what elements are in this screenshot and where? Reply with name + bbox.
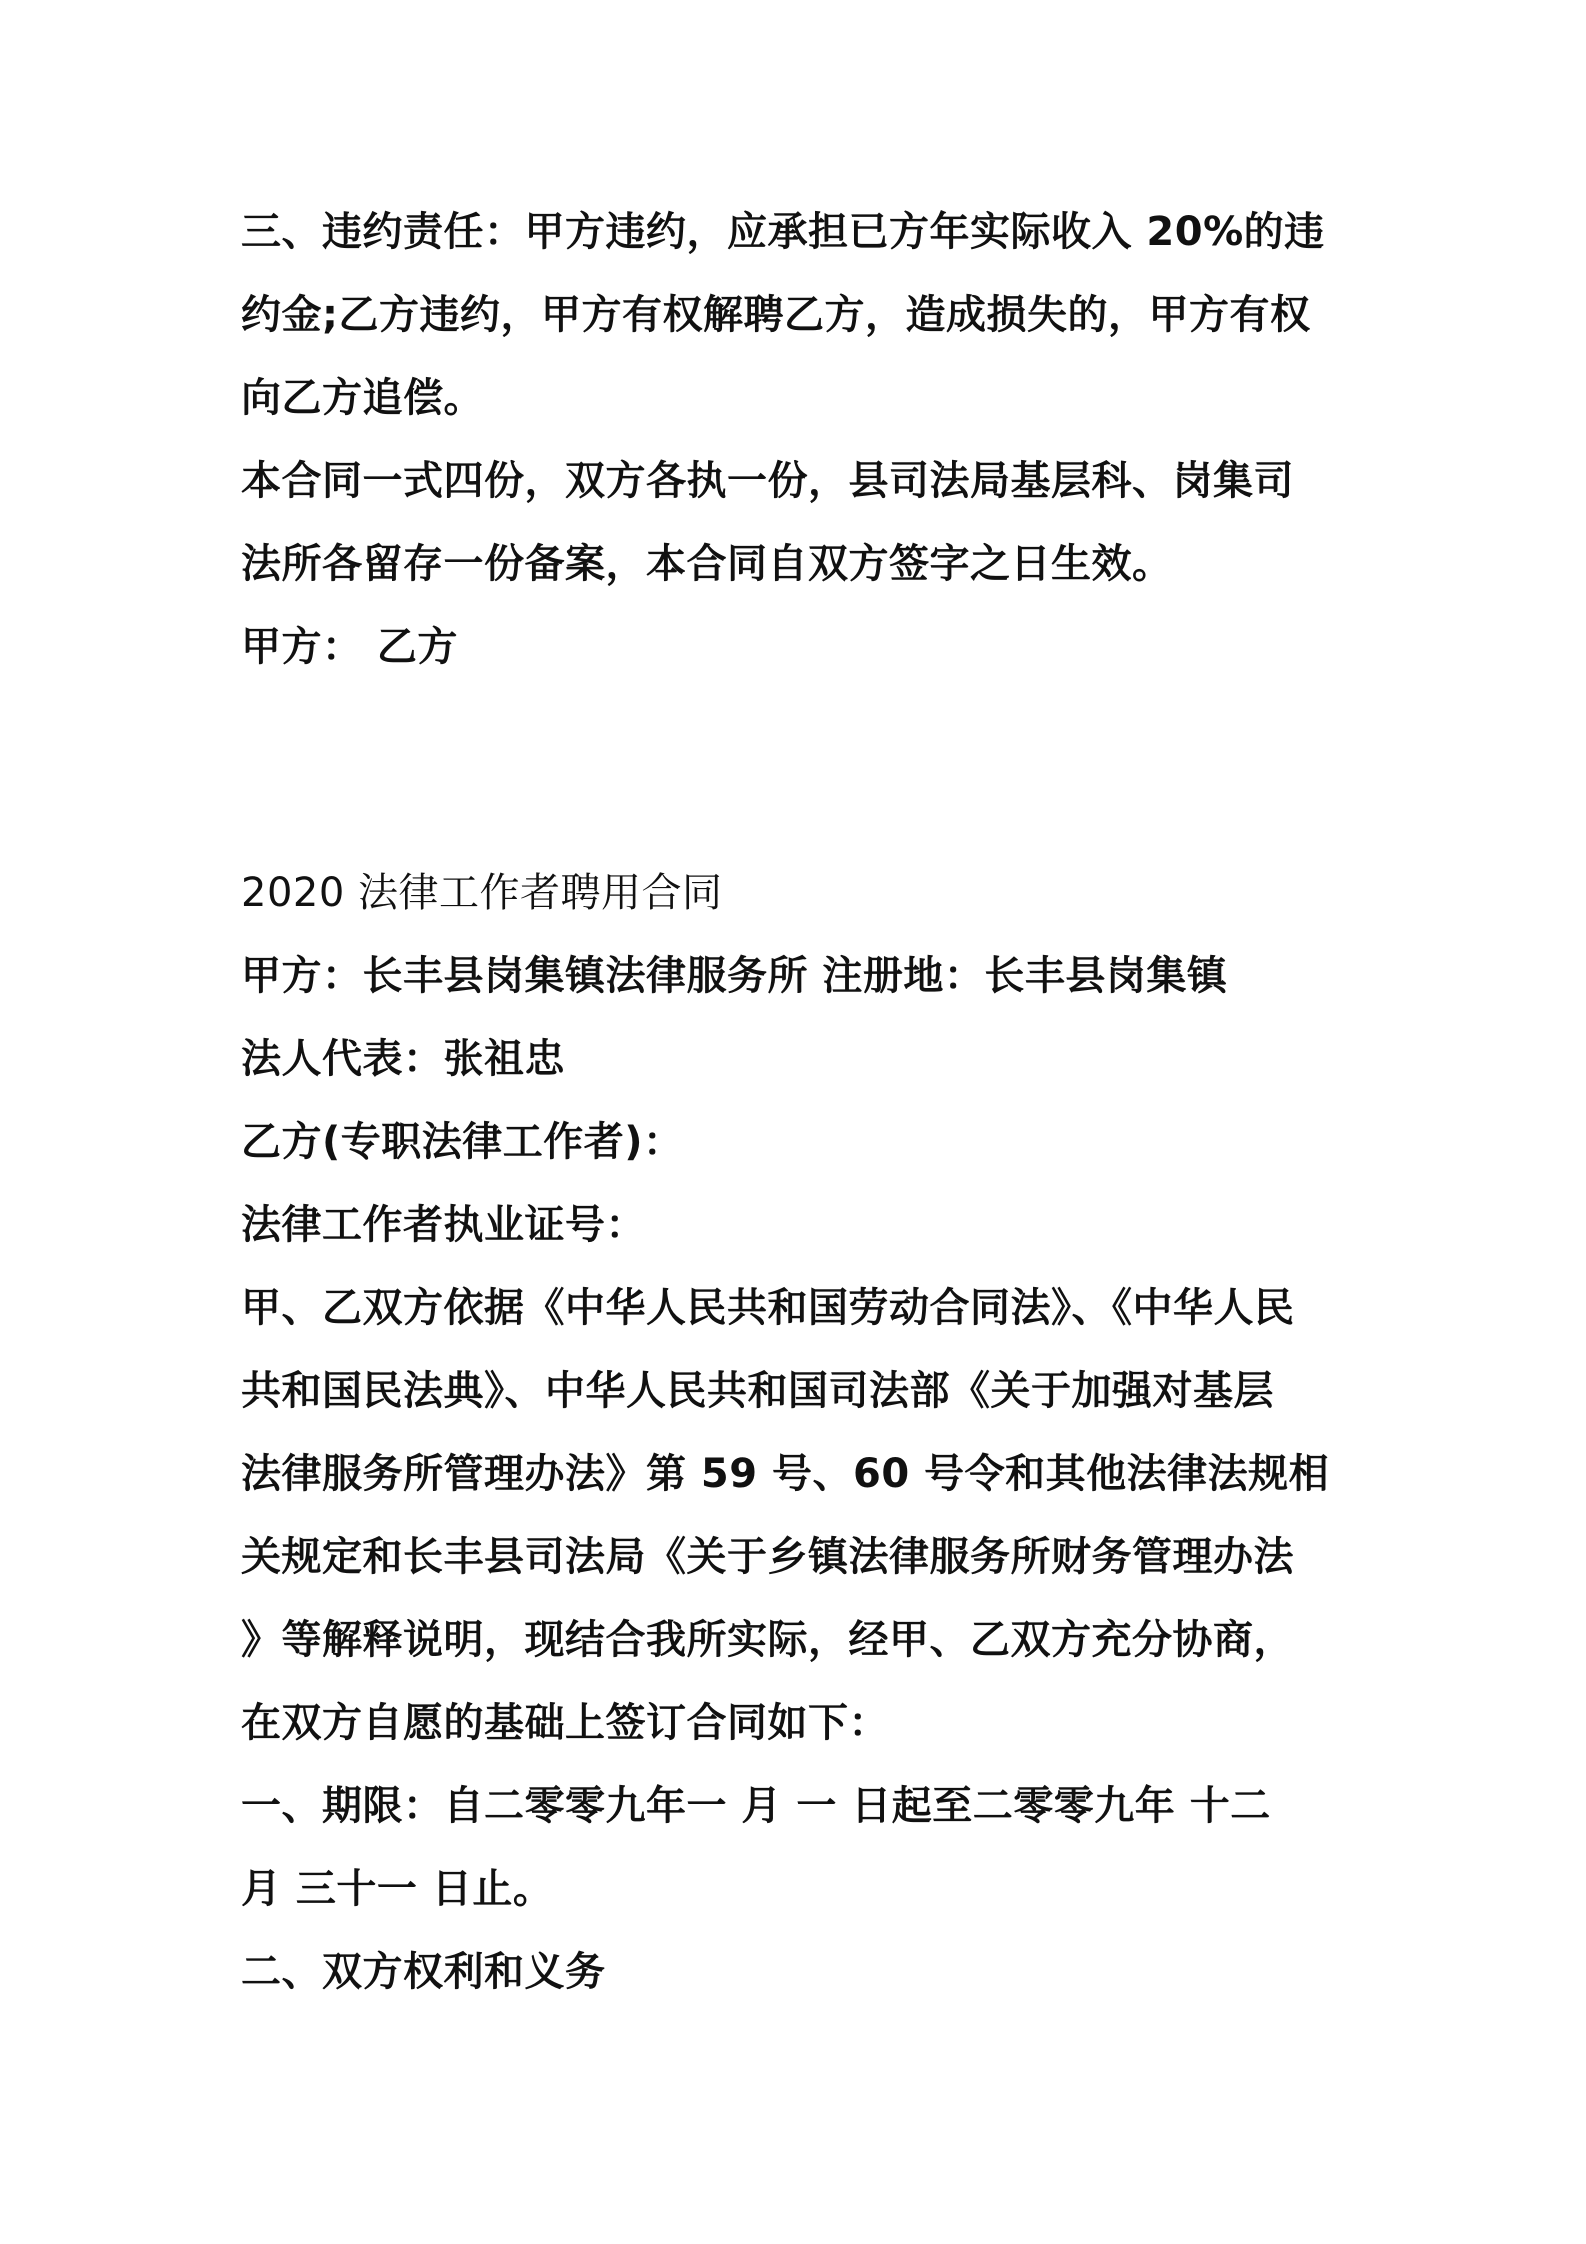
rights-obligations-heading: 二、双方权利和义务 bbox=[241, 1949, 606, 1995]
breach-liability-line-2: 约金;乙方违约，甲方有权解聘乙方，造成损失的，甲方有权 bbox=[241, 292, 1311, 338]
basis-paragraph-line-2: 共和国民法典》、中华人民共和国司法部《关于加强对基层 bbox=[241, 1368, 1274, 1414]
basis-paragraph-line-5: 》等解释说明，现结合我所实际，经甲、乙双方充分协商， bbox=[241, 1617, 1294, 1663]
copies-clause-line-2: 法所各留存一份备案，本合同自双方签字之日生效。 bbox=[241, 541, 1173, 587]
party-b-line: 乙方(专职法律工作者)： bbox=[241, 1119, 684, 1165]
breach-liability-line-1: 三、违约责任：甲方违约，应承担已方年实际收入 20%的违 bbox=[241, 209, 1325, 255]
legal-representative-line: 法人代表：张祖忠 bbox=[241, 1036, 565, 1082]
copies-clause-line-1: 本合同一式四份，双方各执一份，县司法局基层科、岗集司 bbox=[241, 458, 1294, 504]
license-number-line: 法律工作者执业证号： bbox=[241, 1202, 646, 1248]
basis-paragraph-line-4: 关规定和长丰县司法局《关于乡镇法律服务所财务管理办法 bbox=[241, 1534, 1294, 1580]
basis-paragraph-line-6: 在双方自愿的基础上签订合同如下： bbox=[241, 1700, 889, 1746]
basis-paragraph-line-1: 甲、乙双方依据《中华人民共和国劳动合同法》、《中华人民 bbox=[241, 1285, 1295, 1331]
signature-line: 甲方： 乙方 bbox=[241, 624, 458, 670]
breach-liability-line-3: 向乙方追偿。 bbox=[241, 375, 484, 421]
party-a-line: 甲方：长丰县岗集镇法律服务所 注册地：长丰县岗集镇 bbox=[241, 953, 1228, 999]
term-clause-line-2: 月 三十一 日止。 bbox=[241, 1866, 554, 1912]
term-clause-line-1: 一、期限：自二零零九年一 月 一 日起至二零零九年 十二 bbox=[241, 1783, 1271, 1829]
contract-title: 2020 法律工作者聘用合同 bbox=[241, 870, 723, 916]
basis-paragraph-line-3: 法律服务所管理办法》第 59 号、60 号令和其他法律法规相 bbox=[241, 1451, 1330, 1497]
